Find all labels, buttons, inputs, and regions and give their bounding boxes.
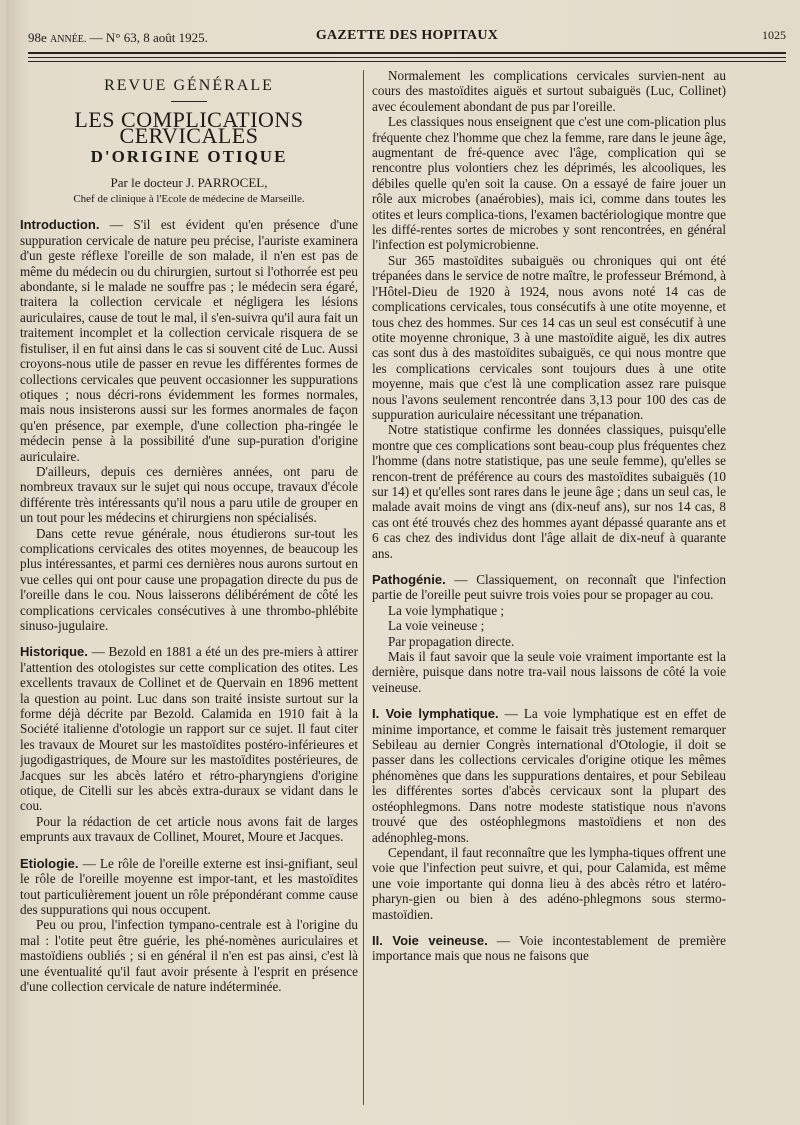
left-column	[20, 68, 358, 1105]
page-number: 1025	[762, 28, 786, 42]
title-divider	[171, 101, 207, 102]
article-title: LES COMPLICATIONS CERVICALES	[74, 107, 304, 148]
voie-veineuse-text: — Voie incontestablement de première importance mais que nous ne faisons que	[372, 932, 726, 964]
historique-text: — Bezold en 1881 a été un des pre-miers à attirer l'attention des otologistes sur cette complication des otites. Les excellents travaux de Collinet et de Quervain en 1896 mettent la question au point. Luc dans son traité insiste surtout sur la forme déjà décrite par Bezold. Calamida en 1910 fait à la Société italienne d'otologie un rapport sur ce sujet. Il faut citer les travaux de Mouret sur les mastoïdites postéro-inférieures et jugodigastriques, de Moure sur les mastoïdites postérieures, de Jacques sur les abcès latéro et rétro-pharyngiens d'origine otique, de Citelli sur les abcès extra-duraux se vidant dans le cou.	[20, 644, 358, 814]
list-item: La voie lymphatique ;	[388, 602, 505, 618]
header-rule-thick	[28, 52, 786, 54]
annee-label: ANNÉE.	[50, 34, 87, 45]
journal-page	[6, 0, 800, 1125]
section-heading-etiologie: Etiologie.	[20, 855, 79, 871]
body-paragraph: Les classiques nous enseignent que c'est une com-plication plus fréquente chez l'homme que chez la femme, rare dans le jeune âge, augmentant de fré-quence avec l'âge, complication qui se rencontre plus volontiers chez les déprimés, les alcooliques, les débiles quelle qu'en soit la cause. On a essayé de faire jouer un rôle aux microbes (anaérobies), mais ici, comme dans toutes les otites et leurs complica-tions, l'examen bactériologique montre que les diffé-rentes sortes de microbes y sont rencontrées, en général l'infection est polymicrobienne.	[372, 114, 726, 253]
body-paragraph: Mais il faut savoir que la seule voie vraiment importante est la dernière, puisque dans notre tra-vail nous laissons de côté la voie veineuse.	[372, 649, 726, 695]
pathogenie-paragraph	[372, 572, 726, 603]
year-ordinal: 98e	[28, 30, 47, 45]
pathogenie-text: — Classiquement, on reconnaît que l'infection partie de l'oreille peut suivre trois voies pour se propager au cou.	[372, 572, 726, 603]
etiologie-paragraph	[20, 856, 358, 918]
body-paragraph: Sur 365 mastoïdites subaiguës ou chroniques qui ont été trépanées dans le service de notre maître, le professeur Brémond, à l'Hôtel-Dieu de 1920 à 1924, nous avons noté 14 cas de complications cervicales, tous consécutifs à une otite moyenne, et tous chez des hommes. Sur ces 14 cas un seul est consécutif à une otite moyenne chronique, 3 à une mastoïdite aiguë, les dix autres cas sont dus à des mastoïdites subaiguës, ce qui nous montre que les complications cervicales sont toujours dues à une otite moyenne, mais que c'est là une complication assez rare puisque nous l'avons seulement rencontrée dans 3,13 pour 100 des cas de suppuration auriculaire nécessitant une trépanation.	[372, 252, 726, 422]
issue-number-date: — N° 63, 8 août 1925.	[86, 30, 208, 45]
author-affiliation: Chef de clinique à l'Ecole de médecine de Marseille.	[73, 193, 305, 206]
body-paragraph: Dans cette revue générale, nous étudierons sur-tout les complications cervicales des otites moyennes, de beaucoup les plus intéressantes, et parmi ces dernières nous aurons surtout en vue celles qui ont pour cause une propagation directe du pus de l'oreille dans le cou. Nous laisserons délibérément de côté les complications cervicales consécutives à une thrombo-phlébite sinuso-jugulaire.	[20, 525, 358, 633]
section-heading-pathogenie: Pathogénie.	[372, 572, 446, 587]
header-rule-thin	[28, 57, 786, 58]
section-heading-voie-veineuse: II. Voie veineuse.	[372, 932, 488, 948]
list-item: La voie veineuse ;	[388, 618, 485, 634]
introduction-paragraph	[20, 217, 358, 464]
body-paragraph: Cependant, il faut reconnaître que les lympha-tiques offrent une voie que l'infection peut suivre, et qui, pour Calamida, est même une voie importante qui donna lieu à des abcès rétro et latéro-pharyn-gien ou bien à des adéno-phlegmons sous stermo-mastoïdien.	[372, 844, 726, 922]
rubric-title: REVUE GÉNÉRALE	[104, 77, 274, 94]
body-paragraph: Notre statistique confirme les données classiques, puisqu'elle montre que ces complications sont beau-coup plus fréquentes chez l'homme (dans notre statistique, pas une seule femme), qu'elles se rencon-trent de préférence au cours des mastoïdites subaiguës (10 sur 14) et qu'elles sont rares dans le jeune âge ; dans un seul cas, le malade avait moins de vingt ans (dix-neuf ans), sur nos 14 cas, 8 cas ont été trouvés chez des hommes ayant dépassé quarante ans et 6 cas chez des individus dont l'âge allait de dix-neuf à quarante ans.	[372, 422, 726, 561]
article-author: Par le docteur J. PARROCEL,	[110, 174, 268, 190]
body-paragraph: Peu ou prou, l'infection tympano-centrale est à l'origine du mal : l'otite peut être guérie, les phé-nomènes auriculaires et mastoïdiens oubliés ; si en général il n'en est pas ainsi, c'est là une éventualité qu'il faut avoir présente à l'esprit en présence d'une collection cervicale de nature indéterminée.	[20, 917, 358, 994]
voie-lymphatique-paragraph	[372, 706, 726, 845]
section-heading-introduction: Introduction.	[20, 217, 100, 233]
historique-paragraph	[20, 644, 358, 813]
article-subtitle: D'ORIGINE OTIQUE	[90, 147, 288, 167]
list-item: Par propagation directe.	[388, 633, 515, 649]
header-rule-thin-2	[28, 61, 786, 62]
section-heading-historique: Historique.	[20, 644, 88, 660]
section-heading-voie-lymphatique: I. Voie lymphatique.	[372, 706, 499, 722]
journal-title: GAZETTE DES HOPITAUX	[315, 28, 499, 43]
body-paragraph: D'ailleurs, depuis ces dernières années, ont paru de nombreux travaux sur le sujet qui nous occupe, travaux d'école différente très intéressants qu'il nous a paru utile de grouper en un tout pour les médecins et chirurgiens non spécialisés.	[20, 463, 358, 526]
introduction-text: — S'il est évident qu'en présence d'une suppuration cervicale de nature peu précise, l'auriste examinera d'un geste réflexe l'oreille de son malade, il n'en est pas de même du médecin ou du chirurgien, surtout si l'othorrée est peu abondante, si le malade ne souffre pas ; le médecin sera égaré, traitera la collection cervicale et négligera les lésions auriculaires, cause de tout le mal, il s'en-suivra qu'il aura fait un traitement incomplet et la collection cervicale risquera de se fistuliser, il en fut ainsi dans le cas si souvent cité de Luc. Aussi croyons-nous utile de passer en revue les différentes formes de collections cervicales que peuvent occasionner les suppurations otiques ; nous décri-rons évidemment les formes normales, mais nous insisterons aussi sur les formes anormales de façon qu'en présence, par exemple, d'une collection pha-ringée le médecin pense à la possibilité d'une sup-puration d'origine auriculaire.	[20, 217, 358, 464]
etiologie-text: — Le rôle de l'oreille externe est insi-gnifiant, seul le rôle de l'oreille moyenne est impor-tant, et les mastoïdites tout particulièrement jouent un rôle prépondérant comme cause des suppurations qui nous occupent.	[20, 855, 358, 917]
voie-lymphatique-text: — La voie lymphatique est en effet de minime importance, et comme le faisait très justement remarquer Sebileau au dernier Congrès international d'Otologie, il doit se passer dans les collections cervicales d'origine otique les mêmes phénomènes que dans les suppurations dentaires, et pour Sebileau les différentes sortes d'abcès cervicaux sont la plupart des ostéophlegmons. Dans notre modeste statistique nous n'avons trouvé que des ostéophlegmons mastoïdiens et non des adénophleg-mons.	[372, 706, 726, 845]
body-paragraph: Pour la rédaction de cet article nous avons fait de larges emprunts aux travaux de Collinet, Mouret, Moure et Jacques.	[20, 813, 358, 845]
voie-veineuse-paragraph	[372, 933, 726, 964]
right-column	[372, 68, 726, 1105]
column-divider	[363, 70, 364, 1105]
page-header	[28, 26, 786, 52]
body-paragraph: Normalement les complications cervicales survien-nent au cours des mastoïdites aiguës et surtout subaiguës (Luc, Collinet) avec écoulement abondant de pus par l'oreille.	[372, 68, 726, 114]
